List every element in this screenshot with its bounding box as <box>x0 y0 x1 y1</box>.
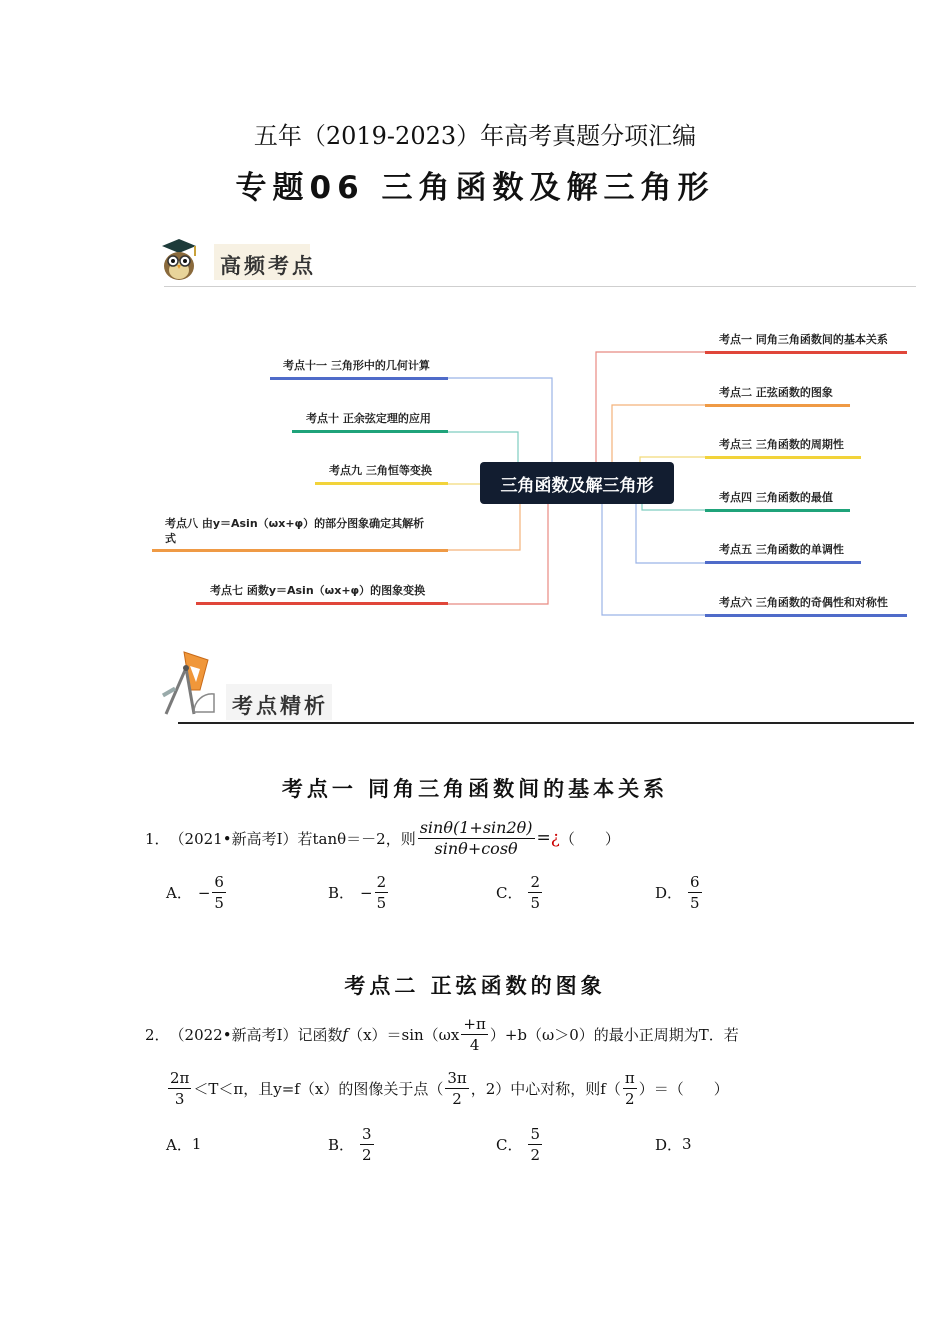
question-2-line-1 <box>145 1012 739 1056</box>
underline-kp9 <box>315 482 448 485</box>
fraction-denominator: 2 <box>625 1089 635 1108</box>
option-label: A． <box>166 884 192 902</box>
underline-kp7 <box>196 602 448 605</box>
question-2-line-2 <box>166 1066 729 1110</box>
q2-option-a[interactable] <box>166 1122 201 1166</box>
q2-f: f <box>342 1025 349 1043</box>
q1-glyph: ¿ <box>550 828 560 848</box>
option-fraction <box>360 1124 374 1165</box>
q2-text-3: ＜T＜π，且y=f（x）的图像关于点（ <box>193 1079 444 1098</box>
option-denominator: 2 <box>362 1145 372 1164</box>
underline-kp2 <box>705 404 850 407</box>
connector-left-11 <box>448 378 552 464</box>
option-numerator: 2 <box>530 873 541 891</box>
q2-option-c[interactable] <box>496 1122 544 1166</box>
q2-text-4: ，2）中心对称，则f（ <box>470 1079 621 1098</box>
option-fraction <box>375 872 389 913</box>
option-label: C． <box>496 1135 523 1154</box>
mindmap-node-kp7[interactable]: 考点七 函数y＝Asin（ωx+φ）的图象变换 <box>210 584 426 597</box>
q1-denominator: sinθ+cosθ <box>434 838 518 858</box>
mindmap-node-kp10[interactable]: 考点十 正余弦定理的应用 <box>306 412 431 425</box>
connector-left-10 <box>448 432 518 464</box>
underline-kp3 <box>705 456 861 459</box>
option-label: B． <box>328 884 355 902</box>
q2-fraction-2pi-3 <box>168 1068 191 1109</box>
underline-kp8 <box>152 549 448 552</box>
q2-fraction-pi-2 <box>623 1068 637 1109</box>
fraction-numerator: +π <box>463 1014 486 1033</box>
q1-option-b[interactable] <box>328 872 390 913</box>
mindmap-node-kp9[interactable]: 考点九 三角恒等变换 <box>329 464 432 477</box>
mindmap-node-kp8-wrap: 式 <box>165 532 176 545</box>
option-numerator: 6 <box>690 873 700 891</box>
option-numerator: 3 <box>362 1124 372 1143</box>
section-label-high-frequency: 高频考点 <box>220 254 316 278</box>
q1-option-a[interactable] <box>166 872 228 913</box>
mindmap-node-kp2[interactable]: 考点二 正弦函数的图象 <box>719 386 833 399</box>
option-denominator: 5 <box>214 894 224 912</box>
option-fraction <box>528 1124 542 1165</box>
q2-fraction-3pi-2 <box>445 1068 468 1109</box>
mindmap-node-kp6[interactable]: 考点六 三角函数的奇偶性和对称性 <box>719 596 888 609</box>
fraction-numerator: 3π <box>447 1068 467 1087</box>
q2-x: （x） <box>348 1025 387 1044</box>
q1-option-c[interactable] <box>496 872 544 913</box>
connector-right-2 <box>612 405 705 464</box>
connector-right-6 <box>602 504 705 615</box>
kp2-title: 考点二 正弦函数的图象 <box>344 974 606 998</box>
option-sign: − <box>197 883 211 902</box>
fraction-numerator: 2π <box>170 1068 190 1087</box>
connector-right-4 <box>642 504 705 510</box>
fraction-numerator: π <box>624 1068 635 1087</box>
question-1 <box>145 814 620 862</box>
fraction-denominator: 2 <box>452 1089 462 1108</box>
option-denominator: 2 <box>530 1145 541 1164</box>
q1-option-d[interactable] <box>655 872 704 913</box>
connector-left-8 <box>448 504 520 550</box>
option-denominator: 5 <box>376 894 387 912</box>
mindmap-node-kp8[interactable]: 考点八 由y＝Asin（ωx+φ）的部分图象确定其解析 <box>165 517 425 530</box>
option-numerator: 6 <box>214 873 224 891</box>
option-label: B． <box>328 1135 355 1154</box>
option-numerator: 2 <box>376 873 387 891</box>
option-numerator: 5 <box>530 1124 541 1143</box>
mindmap-node-kp1[interactable]: 考点一 同角三角函数间的基本关系 <box>719 333 888 346</box>
q1-source: （2021•新高考Ⅰ）若 <box>169 829 313 848</box>
option-value: 1 <box>191 1135 202 1153</box>
q1-equals: = <box>536 828 551 848</box>
kp1-title: 考点一 同角三角函数间的基本关系 <box>281 777 669 801</box>
underline-kp4 <box>705 509 850 512</box>
option-denominator: 5 <box>690 894 700 912</box>
q1-answer-blank: （ ） <box>559 829 620 848</box>
mindmap-node-kp3[interactable]: 考点三 三角函数的周期性 <box>719 438 844 451</box>
option-label: C． <box>496 884 523 902</box>
option-label: D． <box>655 884 683 902</box>
section-label-analysis: 考点精析 <box>232 694 328 718</box>
q2-text-1: （2022•新高考Ⅰ）记函数 <box>169 1025 343 1044</box>
mindmap-node-kp5[interactable]: 考点五 三角函数的单调性 <box>719 543 844 556</box>
mindmap-node-kp11[interactable]: 考点十一 三角形中的几何计算 <box>283 359 430 372</box>
option-label: D． <box>655 1135 683 1154</box>
connector-left-7 <box>448 504 548 604</box>
option-fraction <box>528 872 542 913</box>
underline-kp5 <box>705 561 861 564</box>
fraction-denominator: 3 <box>174 1089 185 1108</box>
mindmap-node-kp4[interactable]: 考点四 三角函数的最值 <box>719 491 833 504</box>
q2-option-b[interactable] <box>328 1122 376 1166</box>
underline-kp11 <box>270 377 448 380</box>
q2-number: 2． <box>145 1025 170 1044</box>
q1-number: 1． <box>145 829 170 848</box>
q2-sin: ＝sin（ωx <box>386 1025 460 1044</box>
page-title: 专题06 三角函数及解三角形 <box>235 170 715 206</box>
q1-numerator: sinθ(1+sin2θ) <box>419 817 533 837</box>
underline-kp6 <box>705 614 907 617</box>
section-divider <box>178 722 914 724</box>
connector-right-5 <box>636 504 705 563</box>
q2-text-2: ）+b（ω＞0）的最小正周期为T．若 <box>489 1025 739 1044</box>
q1-condition: tanθ＝－2，则 <box>312 829 416 848</box>
mindmap-center-node[interactable]: 三角函数及解三角形 <box>480 462 674 504</box>
option-denominator: 5 <box>530 894 541 912</box>
option-label: A． <box>166 1135 192 1154</box>
option-value: 3 <box>682 1135 692 1153</box>
fraction-denominator: 4 <box>469 1035 480 1054</box>
underline-kp10 <box>292 430 448 433</box>
q2-fraction-pi-4 <box>461 1014 487 1055</box>
page-subtitle: 五年（2019-2023）年高考真题分项汇编 <box>253 122 697 150</box>
underline-kp1 <box>705 351 907 354</box>
option-fraction <box>212 872 226 913</box>
option-sign: − <box>360 883 373 902</box>
q1-expression-fraction <box>418 818 535 859</box>
option-fraction <box>688 872 702 913</box>
q2-option-d[interactable] <box>655 1122 692 1166</box>
q2-text-5: ）＝（ ） <box>638 1079 729 1098</box>
geometry-tools-icon <box>160 650 218 718</box>
